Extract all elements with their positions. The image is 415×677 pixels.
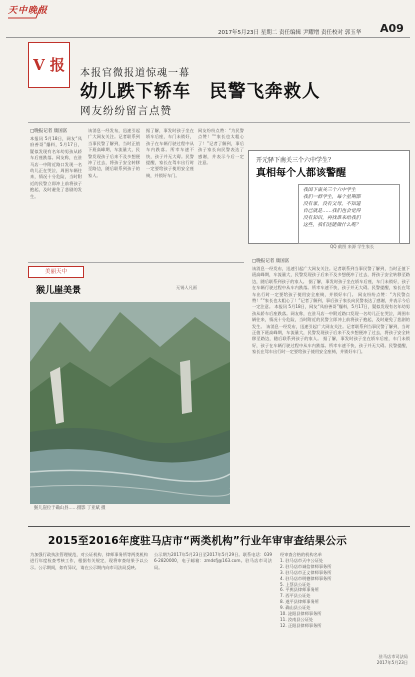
- photo-credit: 无锡人凡画: [176, 285, 197, 290]
- quote-line: 自己就是……我们也会觉得: [303, 209, 361, 214]
- sidebar-quote: [303, 187, 395, 229]
- top-story-col2: 该消息一经发布，迅速引起广大网友关注。记者联系到当事民警了解到，当时正值下班高峰期，车流量大，民警发现孩子后来不及多想便冲了过去，将孩子安全转移至路边，随后联系到孩子的家人。: [88, 128, 140, 178]
- sidebar-body: 该消息一经发布，迅速引起广大网友关注。记者联系到当事民警了解到，当时正值下班高峰期，车流量大，民警发现孩子后来不及多想便冲了过去，将孩子安全转移至路边，随后联系到孩子的家人。 据了解，事发时孩子坐在轿车后座，车门未锁好，孩子在车辆行驶过程中从车内跌落。所幸车速不快，孩子并无大碍。民警提醒，家长在驾车出行时一定要给孩子使用安全座椅，并锁好车门。 网友纷纷点赞：“为民警点赞！”“家长也太粗心了！”记者了解到，事后孩子家长向民警表达了感谢，并表示今后一定注意。 本报讯 5月18日，网友“凤府善哥”爆料，5月17日，疑似发现有名年幼男孩从轿车后座跌落。网友称，在驻马店一中附近路口发现一名幼儿正在哭泣，周围车辆往来，情况十分危险，当时附近的民警立即冲上前将孩子抱起，及时避免了悲剧的发生。 该消息一经发布，迅速引起广大网友关注。记者联系到当事民警了解到，当时正值下班高峰期，车流量大，民警发现孩子后来不及多想便冲了过去，将孩子安全转移至路边，随后联系到孩子的家人。 据了解，事发时孩子坐在轿车后座，车门未锁好，孩子在车辆行驶过程中从车内跌落。所幸车速不快，孩子并无大碍。民警提醒，家长在驾车出行时一定要给孩子使用安全座椅，并锁好车门。: [252, 266, 410, 355]
- list-item: 4. 驻马店市明德律师事务所: [280, 575, 332, 581]
- header-rule: [6, 37, 410, 38]
- sidebar-headline: 真相每个人都该警醒: [256, 168, 346, 179]
- section-band: V 报: [28, 42, 70, 88]
- date-line: 2017年5月23日 星期二 责任编辑 尹耀增 责任校对 郭玉华: [218, 30, 362, 36]
- bottom-col1: 为加强行政执法管理规范，对公证机构、律师事务所等两类机构进行年度检查考核工作，根据有关规定，现将审查结果予以公示。公示期间，如有异议，请在公示期内向市司法局反映。: [30, 552, 148, 570]
- list-title: 经审查合格的机构名单: [280, 552, 322, 557]
- landscape-photo: [30, 302, 230, 504]
- photo-caption: 猴儿崖位于确山县……摄影 丁亚斌 摄: [34, 506, 106, 511]
- sign-date: 2017年5月23日: [376, 659, 408, 665]
- top-story-col1: 本报讯 5月18日，网友“凤府善哥”爆料，5月17日，疑似发现有名年幼男孩从轿车后座跌落。网友称，在驻马店一中附近路口发现一名幼儿正在哭泣，周围车辆往来，情况十分危险，当时附近的民警立即冲上前将孩子抱起，及时避免了悲剧的发生。: [30, 136, 82, 199]
- sign-org: 驻马店市司法局: [378, 654, 408, 659]
- list-item: 9. 确山县公证处: [280, 605, 311, 611]
- quote-line: 我国下南关三个六中学生: [303, 188, 356, 193]
- top-story-deck: 网友纷纷留言点赞: [80, 105, 172, 117]
- page-number: A09: [380, 22, 404, 35]
- list-item: 11. 汝南县公证处: [280, 616, 314, 622]
- top-story-col4: 网友纷纷点赞：“为民警点赞！”“家长也太粗心了！”记者了解到，事后孩子家长向民警表达了感谢，并表示今后一定注意。: [198, 128, 244, 166]
- list-item: 2. 驻马店市诚信律师事务所: [280, 563, 332, 569]
- list-item: 5. 上蔡县公证处: [280, 581, 311, 587]
- list-item: 7. 西平县公证处: [280, 593, 311, 599]
- list-item: 3. 驻马店市正义律师事务所: [280, 569, 332, 575]
- quote-line: 没有家，没有父母，不知道: [303, 202, 361, 207]
- list-item: 12. 正阳县律师事务所: [280, 622, 322, 628]
- bottom-rule: [28, 526, 410, 527]
- bottom-col2: 公示期为2017年5月23日至2017年5月29日。联系电话：0396-2820000，电子邮箱：zmdsfj@163.com。驻马店市司法局。: [154, 552, 272, 570]
- sidebar-quote-caption: QQ 截图 来源 学生家长: [330, 244, 375, 249]
- list-item: 10. 泌阳县律师事务所: [280, 611, 322, 617]
- top-story-byline: □晚报记者 康国富: [30, 129, 68, 134]
- bottom-headline: 2015至2016年度驻马店市“两类机构”行业年审审查结果公示: [48, 535, 347, 547]
- photo-section-tag: 美丽天中: [28, 266, 84, 278]
- bottom-list: [280, 552, 410, 629]
- top-story-col3: 据了解，事发时孩子坐在轿车后座，车门未锁好，孩子在车辆行驶过程中从车内跌落。所幸车速不快，孩子并无大碍。民警提醒，家长在驾车出行时一定要给孩子使用安全座椅，并锁好车门。: [146, 128, 194, 178]
- photo-rule: [28, 262, 244, 263]
- photo-headline: 猴儿崖美景: [36, 286, 82, 296]
- quote-line: 这些，我们还能做什么呢？: [303, 223, 361, 228]
- list-item: 6. 平舆县律师事务所: [280, 587, 319, 593]
- bottom-sign: [330, 654, 408, 666]
- masthead-title: 天中晚报: [8, 6, 49, 16]
- top-story-headline: 幼儿跌下轿车 民警飞奔救人: [80, 82, 321, 102]
- list-item: 8. 遂平县律师事务所: [280, 599, 319, 605]
- quote-line: 我们一群学生，每个星期都: [303, 195, 361, 200]
- story-rule: [28, 122, 410, 123]
- quote-line: 没有知识，再找谁来给我们: [303, 216, 361, 221]
- sidebar-kicker: 开元驿下南关三个六中学生？: [256, 157, 335, 164]
- list-item: 1. 驻马店市天中公证处: [280, 557, 324, 563]
- top-story-kicker: 本报官微报道惊魂一幕: [80, 68, 190, 79]
- sidebar-byline: □晚报记者 康国富: [252, 259, 290, 264]
